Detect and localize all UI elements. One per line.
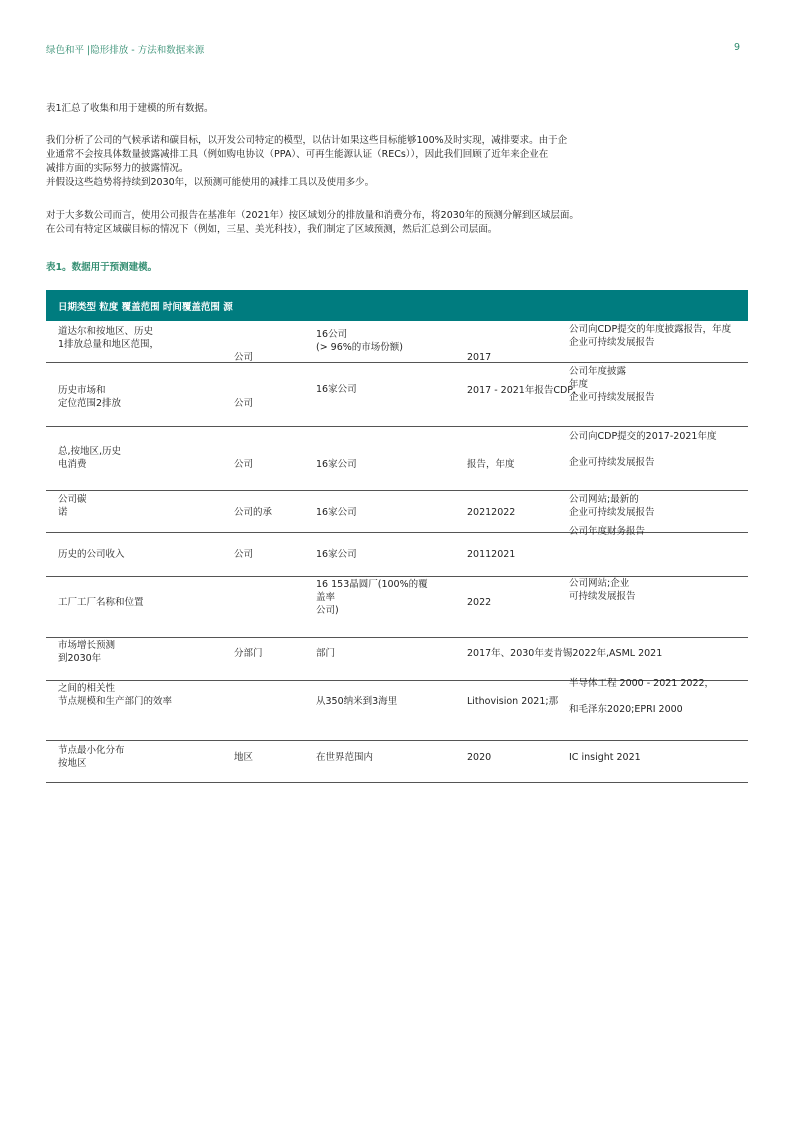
table-cell-c4 xyxy=(467,371,576,397)
table-cell-c4 xyxy=(467,751,491,764)
text-line: 对于大多数公司而言，使用公司报告在基准年（2021年）按区域划分的排放量和消费分布，将2030年的预测分解到区域层面。 xyxy=(46,210,579,221)
text-line: 并假设这些趋势将持续到2030年，以预测可能使用的减排工具以及使用多少。 xyxy=(46,177,375,188)
table-cell-c1 xyxy=(58,639,115,665)
cell-line: 历史的公司收入 xyxy=(58,549,125,560)
table-cell-c5 xyxy=(569,647,572,660)
cell-line xyxy=(316,682,397,695)
cell-line: 企业可持续发展报告 xyxy=(569,337,655,348)
cell-line: 分部门 xyxy=(234,648,263,659)
cell-line: (> 96%的市场份额) xyxy=(316,342,404,353)
cell-line: 公司向CDP提交的年度披露报告，年度 xyxy=(569,324,732,335)
cell-line xyxy=(467,338,491,351)
table-header-row: 日期类型 粒度 覆盖范围 时间覆盖范围 源 xyxy=(46,290,748,321)
cell-line: 20112021 xyxy=(467,549,516,560)
cell-line: 从350纳米到3海里 xyxy=(316,696,398,707)
cell-line xyxy=(569,647,572,660)
data-table xyxy=(46,290,748,783)
cell-line: 市场增长预测 xyxy=(58,640,116,651)
cell-line: 公司 xyxy=(234,352,254,363)
table-cell-c5 xyxy=(569,323,731,349)
cell-line xyxy=(316,493,357,506)
cell-line xyxy=(467,493,515,506)
cell-line: 16家公司 xyxy=(316,507,357,518)
cell-line: 2017 - 2021年报告CDP, xyxy=(467,385,577,396)
table-cell-c2 xyxy=(234,535,253,561)
table-cell-c4 xyxy=(467,338,491,364)
table-cell-c2 xyxy=(234,338,253,364)
table-cell-c3 xyxy=(316,751,373,764)
table-cell-c3 xyxy=(316,370,357,396)
cell-line: 节点规模和生产部门的效率 xyxy=(58,696,173,707)
cell-line xyxy=(467,583,491,596)
cell-line xyxy=(234,338,253,351)
cell-line: 公司向CDP提交的2017-2021年度 xyxy=(569,431,717,442)
cell-line: 公司 xyxy=(234,398,254,409)
cell-line: 公司碳 xyxy=(58,494,87,505)
cell-line: 和毛泽东2020;EPRI 2000 xyxy=(569,704,683,715)
cell-line: 16公司 xyxy=(316,329,348,340)
table-cell-c4 xyxy=(467,682,558,708)
table-cell-c3 xyxy=(316,682,397,708)
running-header: 绿色和平 |隐形排放 - 方法和数据来源 xyxy=(46,45,205,56)
cell-line xyxy=(234,432,253,445)
table-cell-c5 xyxy=(569,577,636,603)
cell-line xyxy=(58,583,144,596)
cell-line: 部门 xyxy=(316,648,336,659)
table-caption: 表1。数据用于预测建模。 xyxy=(46,262,158,273)
cell-line: 盖率 xyxy=(316,592,336,603)
cell-line: 公司的承 xyxy=(234,507,273,518)
cell-line xyxy=(467,432,515,445)
table-cell-c5 xyxy=(569,430,716,469)
cell-line xyxy=(234,371,253,384)
cell-line: 公司年度披露 xyxy=(569,366,627,377)
table-row xyxy=(46,363,748,427)
paragraph-method xyxy=(46,134,746,190)
cell-line: 道达尔和按地区、历史 xyxy=(58,326,154,337)
page-number: 9 xyxy=(733,42,740,53)
cell-line: 历史市场和 xyxy=(58,385,106,396)
table-cell-c3 xyxy=(316,578,428,617)
cell-line: Lithovision 2021;那 xyxy=(467,696,559,707)
cell-line xyxy=(234,682,237,695)
cell-line: 企业可持续发展报告 xyxy=(569,457,655,468)
table-cell-c1 xyxy=(58,493,87,519)
cell-line: 公司网站;企业 xyxy=(569,578,630,589)
table-cell-c2 xyxy=(234,682,237,695)
table-row xyxy=(46,741,748,783)
paragraph-regional xyxy=(46,209,746,237)
cell-line: 到2030年 xyxy=(58,653,102,664)
cell-line: 可持续发展报告 xyxy=(569,591,636,602)
cell-line xyxy=(569,443,716,456)
text-line: 表1汇总了收集和用于建模的所有数据。 xyxy=(46,103,214,114)
table-cell-c2 xyxy=(234,493,272,519)
cell-line: 2017 xyxy=(467,352,492,363)
cell-line: 2020 xyxy=(467,752,492,763)
table-cell-c2 xyxy=(234,647,263,660)
cell-line: 企业可持续发展报告 xyxy=(569,392,655,403)
cell-line: 16家公司 xyxy=(316,384,357,395)
table-cell-c3 xyxy=(316,328,403,354)
table-cell-c3 xyxy=(316,647,335,660)
table-cell-c2 xyxy=(234,751,253,764)
paragraph-intro xyxy=(46,102,746,116)
cell-line xyxy=(467,535,515,548)
table-cell-c5 xyxy=(569,525,645,538)
table-cell-c4 xyxy=(467,535,515,561)
table-row xyxy=(46,678,748,741)
cell-line xyxy=(316,535,357,548)
cell-line: 公司 xyxy=(234,459,254,470)
cell-line: 1排放总量和地区范围， xyxy=(58,339,160,350)
table-cell-c5 xyxy=(569,493,655,519)
cell-line: 定位范围2排放 xyxy=(58,398,122,409)
cell-line: 在世界范围内 xyxy=(316,752,374,763)
table-cell-c4 xyxy=(467,493,515,519)
table-cell-c1 xyxy=(58,371,121,410)
cell-line xyxy=(467,445,515,458)
cell-line: 2022 xyxy=(467,597,492,608)
cell-line xyxy=(467,371,576,384)
table-cell-c1 xyxy=(58,325,159,351)
cell-line: 16家公司 xyxy=(316,459,357,470)
cell-line xyxy=(234,583,237,596)
cell-line: 16 153晶圆厂(100%的覆 xyxy=(316,579,428,590)
cell-line xyxy=(58,371,121,384)
cell-line: 公司年度财务报告 xyxy=(569,526,646,537)
table-cell-c4 xyxy=(467,583,491,609)
cell-line xyxy=(467,682,558,695)
table-row xyxy=(46,577,748,638)
cell-line: 按地区 xyxy=(58,758,87,769)
table-cell-c2 xyxy=(234,583,237,596)
table-cell-c4 xyxy=(467,432,515,471)
cell-line: 总,按地区,历史 xyxy=(58,446,122,457)
table-cell-c3 xyxy=(316,493,357,519)
table-cell-c1 xyxy=(58,535,125,561)
text-line: 业通常不会按具体数量披露减排工具（例如购电协议（PPA）、可再生能源认证（RECs）），因此我们回顾了近年来企业在 xyxy=(46,149,549,160)
cell-line: 之间的相关性 xyxy=(58,683,116,694)
table-cell-c1 xyxy=(58,432,121,471)
text-line: 在公司有特定区域碳目标的情况下（例如，三星、美光科技），我们制定了区域预测，然后汇总到公司层面。 xyxy=(46,224,498,235)
cell-line: 电消费 xyxy=(58,459,87,470)
cell-line: 半导体工程 2000 - 2021 2022， xyxy=(569,678,715,689)
text-line: 减排方面的实际努力的披露情况。 xyxy=(46,163,189,174)
cell-line xyxy=(569,690,714,703)
table-cell-c3 xyxy=(316,535,357,561)
cell-line xyxy=(316,445,357,458)
table-row xyxy=(46,427,748,491)
table-cell-c5 xyxy=(569,677,714,716)
cell-line: 地区 xyxy=(234,752,254,763)
table-cell-c5 xyxy=(569,365,655,404)
cell-line: 2017年、2030年麦肯锡2022年,ASML 2021 xyxy=(467,648,663,659)
table-cell-c2 xyxy=(234,371,253,410)
table-row xyxy=(46,321,748,363)
text-line: 我们分析了公司的气候承诺和碳目标，以开发公司特定的模型，以估计如果这些目标能够100%及时实现，减排要求。由于企 xyxy=(46,135,568,146)
cell-line: 企业可持续发展报告 xyxy=(569,507,655,518)
cell-line: 诺 xyxy=(58,507,68,518)
table-row xyxy=(46,526,748,577)
cell-line: IC insight 2021 xyxy=(569,752,641,763)
cell-line: 20212022 xyxy=(467,507,516,518)
cell-line: 16家公司 xyxy=(316,549,357,560)
cell-line xyxy=(234,445,253,458)
table-cell-c1 xyxy=(58,583,144,609)
cell-line xyxy=(234,535,253,548)
cell-line xyxy=(316,370,357,383)
cell-line xyxy=(316,432,357,445)
table-cell-c5 xyxy=(569,751,641,764)
table-cell-c1 xyxy=(58,682,172,708)
cell-line: 公司网站;最新的 xyxy=(569,494,639,505)
cell-line: 节点最小化分布 xyxy=(58,745,125,756)
cell-line xyxy=(58,535,125,548)
cell-line: 公司) xyxy=(316,605,339,616)
cell-line: 公司 xyxy=(234,549,254,560)
table-cell-c2 xyxy=(234,432,253,471)
table-body xyxy=(46,321,748,783)
table-cell-c1 xyxy=(58,744,125,770)
cell-line xyxy=(234,493,272,506)
cell-line: 报告，年度 xyxy=(467,459,515,470)
table-cell-c4 xyxy=(467,647,662,660)
cell-line xyxy=(234,384,253,397)
cell-line: 年度 xyxy=(569,379,589,390)
cell-line: 工厂工厂名称和位置 xyxy=(58,597,144,608)
table-cell-c3 xyxy=(316,432,357,471)
cell-line xyxy=(58,432,121,445)
table-row xyxy=(46,638,748,681)
